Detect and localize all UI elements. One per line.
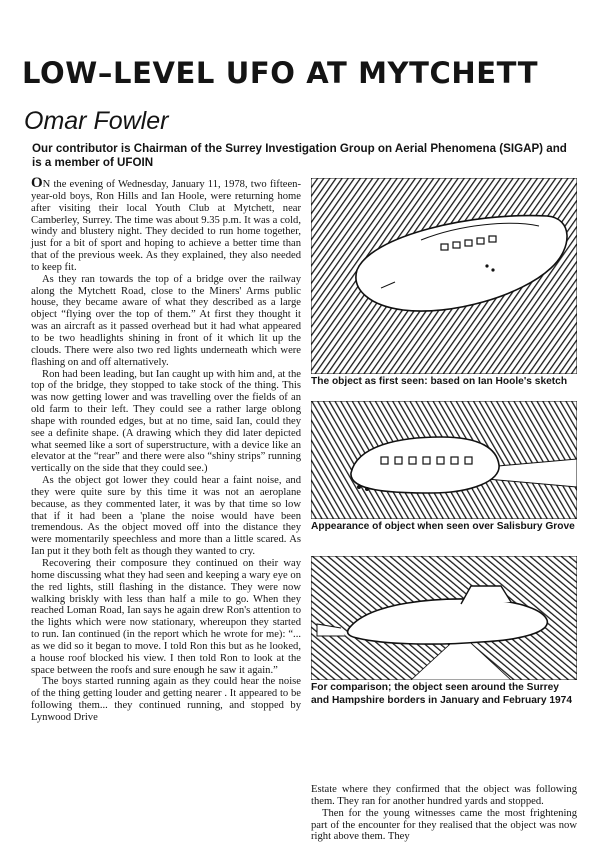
figure-salisbury-grove — [311, 401, 577, 534]
body-column-left — [31, 175, 301, 724]
figure-first-sighting — [311, 178, 577, 389]
body-paragraph: Estate where they confirmed that the object was following them. They ran for another hundred yards and stopped. — [311, 784, 577, 807]
figure-caption: Appearance of object when seen over Salisbury Grove — [311, 521, 575, 532]
ufo-sketch-3 — [311, 556, 577, 680]
body-paragraph: The boys started running again as they could hear the noise of the thing getting louder and getting nearer . It appeared to be following them... they continued running, and stopped by Lynwood Drive — [31, 676, 301, 723]
body-paragraph: As the object got lower they could hear a faint noise, and they were quite sure by this time it was not an aeroplane because, as they commented later, it was by that time so low that if it had been a 'plane the noise would have been tremendous. As the object moved off into the distance they were momentarily speechless and more than a little scared. As Ian put it they both felt as though they wanted to cry. — [31, 475, 301, 558]
body-paragraph: As they ran towards the top of a bridge over the railway along the Mytchett Road, close to the Miners' Arms public house, they became aware of what they described as a large object “flying over the top of them.” At first they thought it was an aircraft as it passed overhead but it had what appeared to be two headlights shining in front of it which lit up the clouds. There were also two red lights underneath which were flashing on and off alternatively. — [31, 273, 301, 368]
standfirst: Our contributor is Chairman of the Surrey Investigation Group on Aerial Phenomena (SIGAP) and is a member of UFOIN — [32, 142, 567, 169]
author-byline: Omar Fowler — [24, 107, 169, 135]
ufo-sketch-1 — [311, 178, 577, 374]
body-paragraph: Then for the young witnesses came the most frightening part of the encounter for they realised that the object was now right above them. They — [311, 807, 577, 843]
figure-caption: The object as first seen: based on Ian Hoole's sketch — [311, 376, 568, 387]
body-paragraph: Ron had been leading, but Ian caught up with him and, at the top of the bridge, they stopped to take stock of the thing. This was now getting lower and was travelling over the fields of an old farm to their left. They could see a rather large oblong shape with rounded edges, but at no time, said Ian, could they see a definite shape. (A drawing which they did later depicted what seemed like a sort of superstructure, with a device like an elevator at the “rear” and there were also “shiny strips” running vertically on the side that they could see.) — [31, 368, 301, 475]
article-title: LOW–LEVEL UFO AT MYTCHETT — [22, 56, 539, 90]
body-column-right — [311, 784, 577, 843]
figure-caption: For comparison; the object seen around the Surrey and Hampshire borders in January and February 1974 — [311, 682, 573, 706]
drop-cap: O — [31, 175, 43, 191]
body-paragraph — [31, 175, 301, 274]
figure-comparison-1974 — [311, 556, 577, 707]
paragraph-text: N the evening of Wednesday, January 11, 1978, two fifteen-year-old boys, Ron Hills and Ian Hoole, were returning home after visiting their local Youth Club at Mytchett, near Camberley, Surrey. The time was about 9.35 p.m. It was a cold, windy and blustery night. They decided to run home together, just for a bit of sport and hoping to achieve a better time than that of the previous week. As they explained, they also needed to keep fit. — [31, 179, 301, 273]
ufo-sketch-2 — [311, 401, 577, 519]
body-paragraph: Recovering their composure they continued on their way home discussing what they had seen and keeping a wary eye on the red lights, still flashing in the distance. They were now walking briskly with less than half a mile to go. When they reached Loman Road, Ian says he again drew Ron's attention to the lights which were now stationary, whereupon they started to run. Ian continued (in the report which he wrote for me): “... as we did so it began to move. I told Ron this but as he looked, a house roof blocked his view. I then told Ron to look at the space between the roofs and sure enough he saw it again.” — [31, 558, 301, 676]
